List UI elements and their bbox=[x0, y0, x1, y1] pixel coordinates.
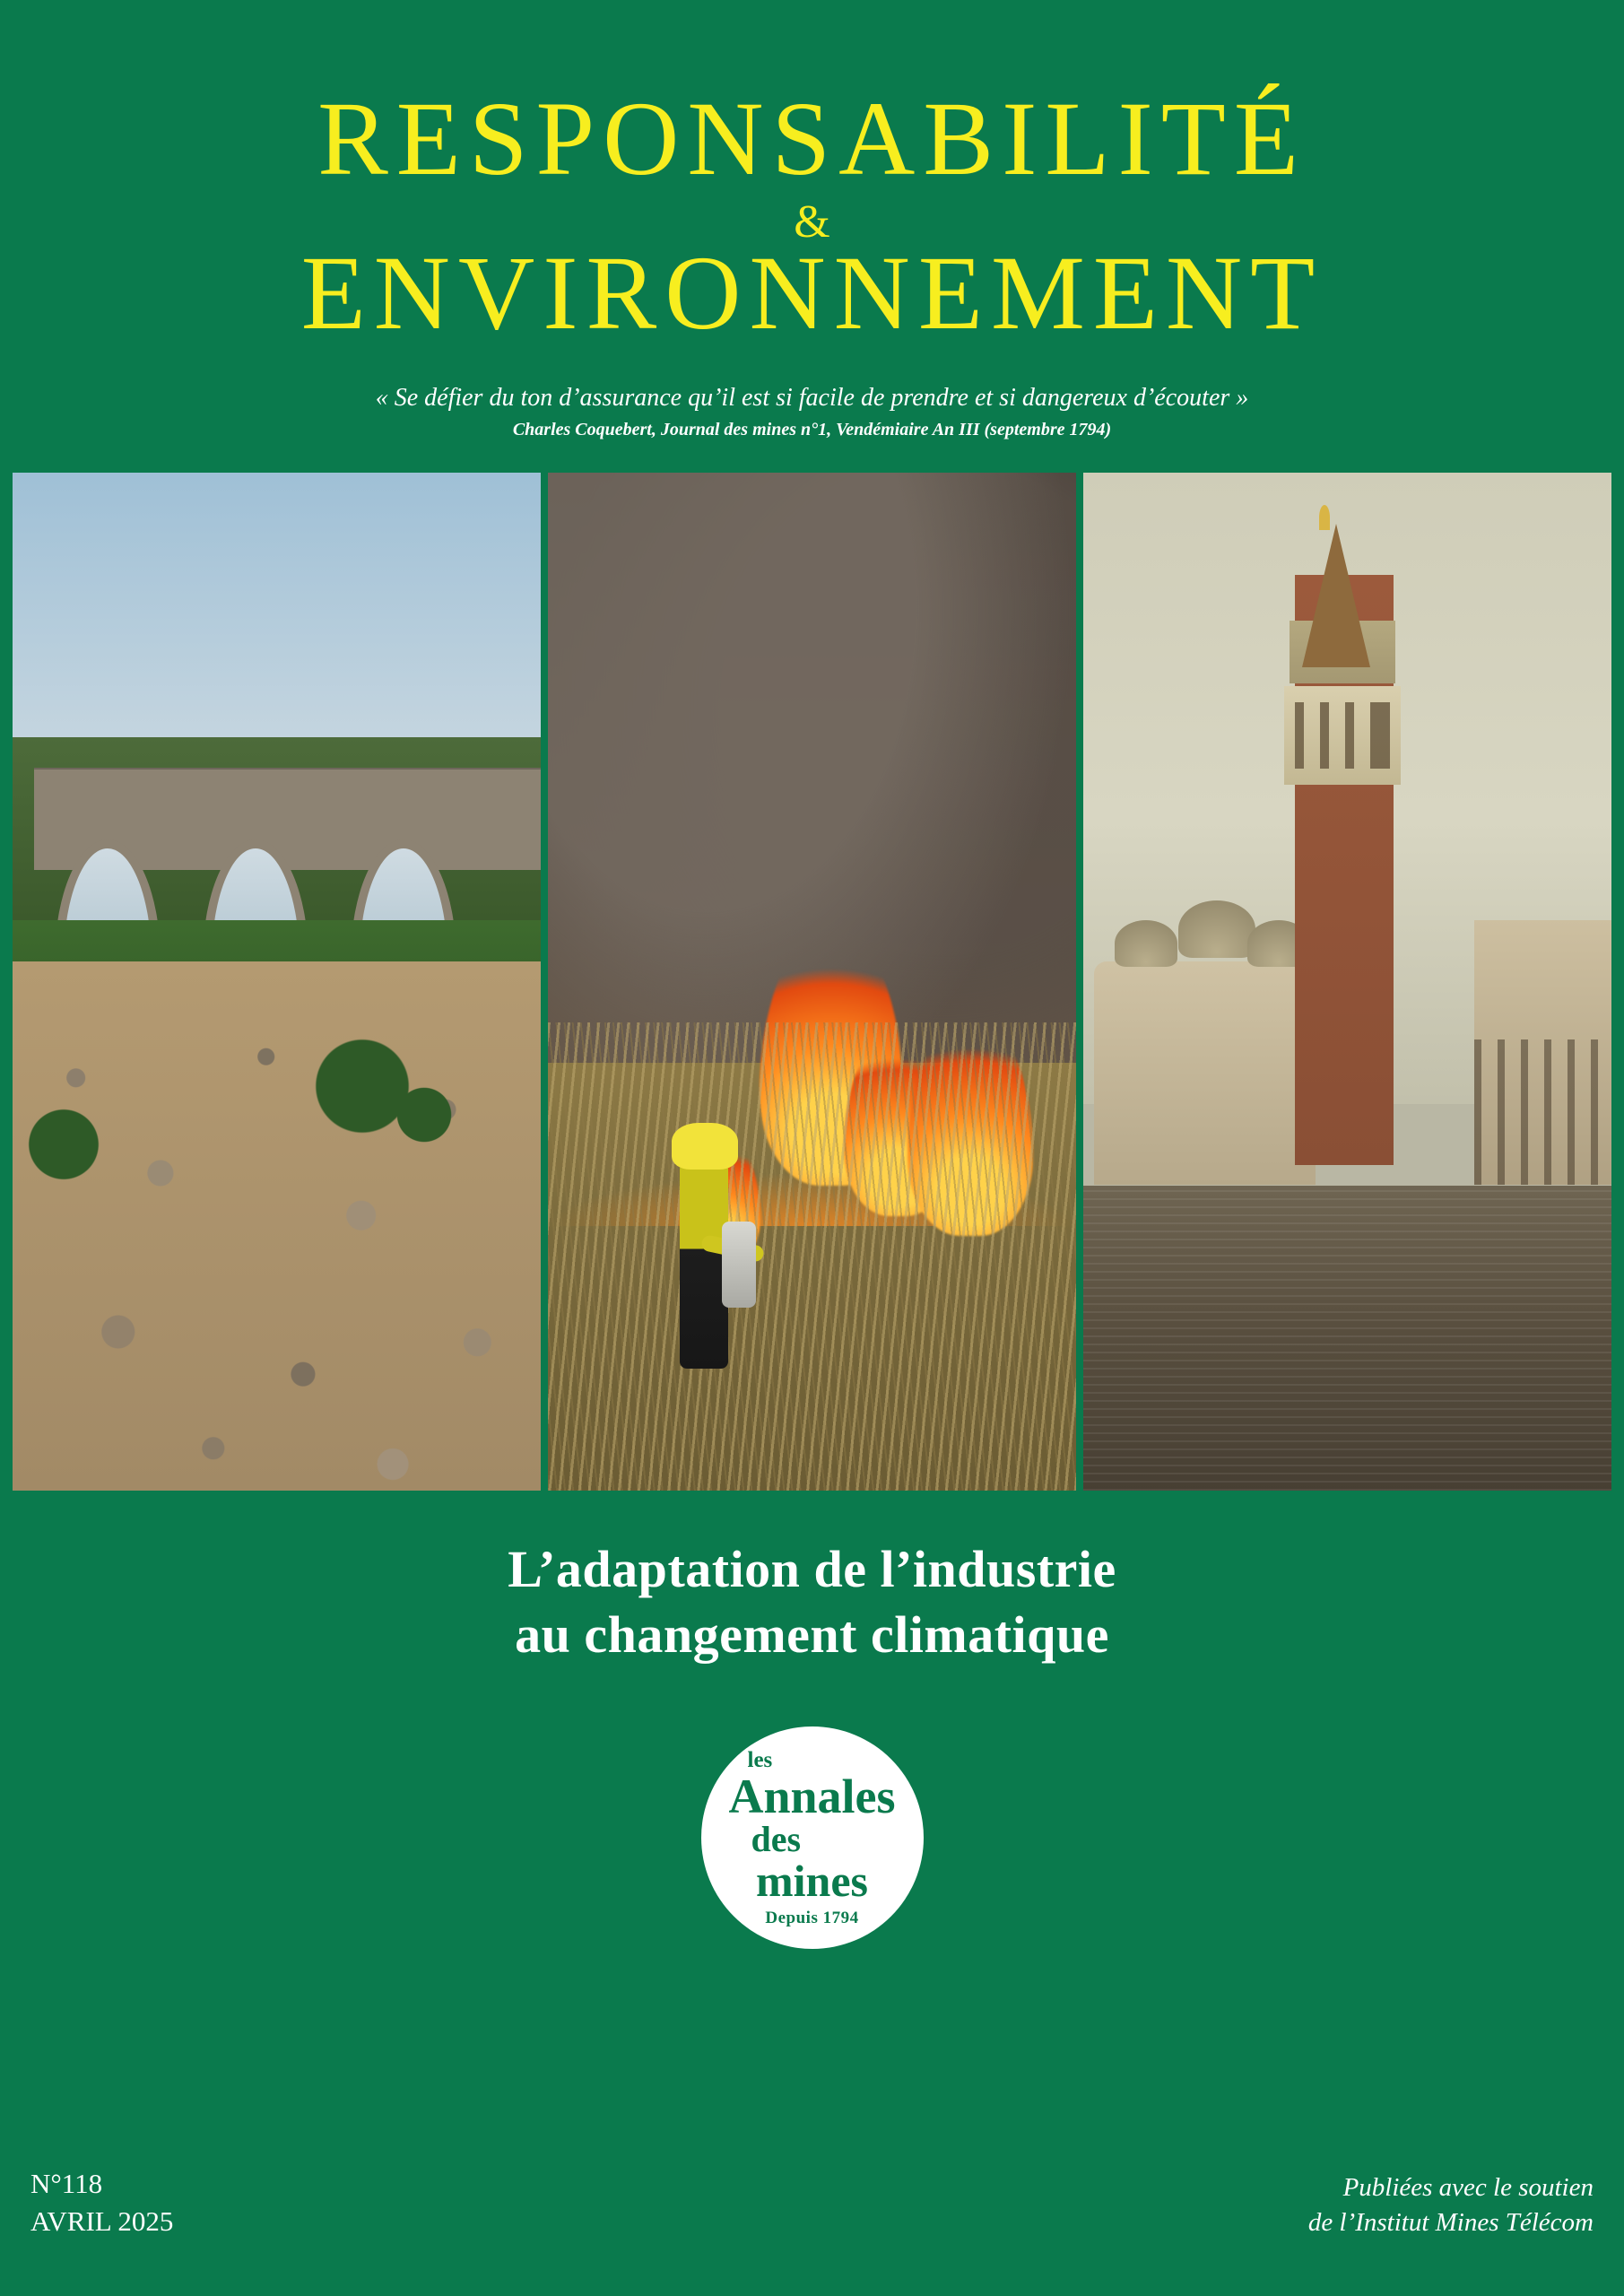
shrub bbox=[393, 1083, 456, 1146]
issue-date: AVRIL 2025 bbox=[30, 2205, 174, 2238]
issue-subtitle-line-2: au changement climatique bbox=[515, 1605, 1109, 1664]
wildfire-firefighter-photo bbox=[548, 473, 1076, 1491]
epigraph-source: Charles Coquebert, Journal des mines n°1, Vendémiaire An III (septembre 1794) bbox=[512, 420, 1112, 439]
support-statement bbox=[1308, 2170, 1594, 2240]
flooded-venice-photo bbox=[1083, 473, 1611, 1491]
issue-subtitle bbox=[0, 1537, 1624, 1667]
flood-water bbox=[1083, 1186, 1611, 1492]
support-line-2: de l’Institut Mines Télécom bbox=[1307, 2207, 1594, 2237]
basilica-facade bbox=[1094, 961, 1316, 1186]
cover-footer bbox=[0, 2165, 1624, 2240]
cover-photo-strip bbox=[0, 473, 1624, 1491]
support-line-1: Publiées avec le soutien bbox=[1342, 2172, 1594, 2202]
publisher-logo-wrap bbox=[0, 1726, 1624, 1949]
grass-texture bbox=[548, 1022, 1076, 1491]
epigraph-quote: « Se défier du ton d’assurance qu’il est si facile de prendre et si dangereux d’écouter » bbox=[375, 384, 1249, 412]
shrub bbox=[23, 1104, 104, 1185]
golden-finial-icon bbox=[1319, 505, 1330, 530]
logo-text-annales: Annales bbox=[728, 1769, 896, 1823]
logo-text-les: les bbox=[747, 1748, 773, 1773]
campanile-belfry bbox=[1284, 686, 1401, 785]
logo-text-depuis: Depuis 1794 bbox=[765, 1908, 859, 1927]
journal-title-line-2: ENVIRONNEMENT bbox=[300, 234, 1324, 352]
masthead bbox=[0, 0, 1624, 440]
issue-info bbox=[30, 2165, 173, 2240]
basilica-dome bbox=[1115, 920, 1177, 967]
annales-des-mines-logo bbox=[701, 1726, 924, 1949]
firefighter-drip-torch bbox=[722, 1222, 756, 1308]
dry-riverbed-viaduct-photo bbox=[13, 473, 541, 1491]
firefighter-helmet bbox=[672, 1123, 738, 1170]
firefighter-body bbox=[680, 1162, 728, 1369]
logo-text-des: des bbox=[751, 1818, 802, 1859]
palace-arcade bbox=[1474, 920, 1611, 1185]
issue-number: N°118 bbox=[30, 2168, 103, 2200]
journal-title-line-1: RESPONSABILITÉ bbox=[317, 80, 1307, 197]
campanile-spire bbox=[1302, 524, 1370, 667]
journal-title-ampersand: & bbox=[794, 196, 830, 248]
gravel-bed bbox=[13, 961, 541, 1491]
basilica-dome bbox=[1178, 900, 1255, 958]
issue-subtitle-line-1: L’adaptation de l’industrie bbox=[508, 1540, 1116, 1598]
logo-text-mines: mines bbox=[756, 1855, 868, 1906]
